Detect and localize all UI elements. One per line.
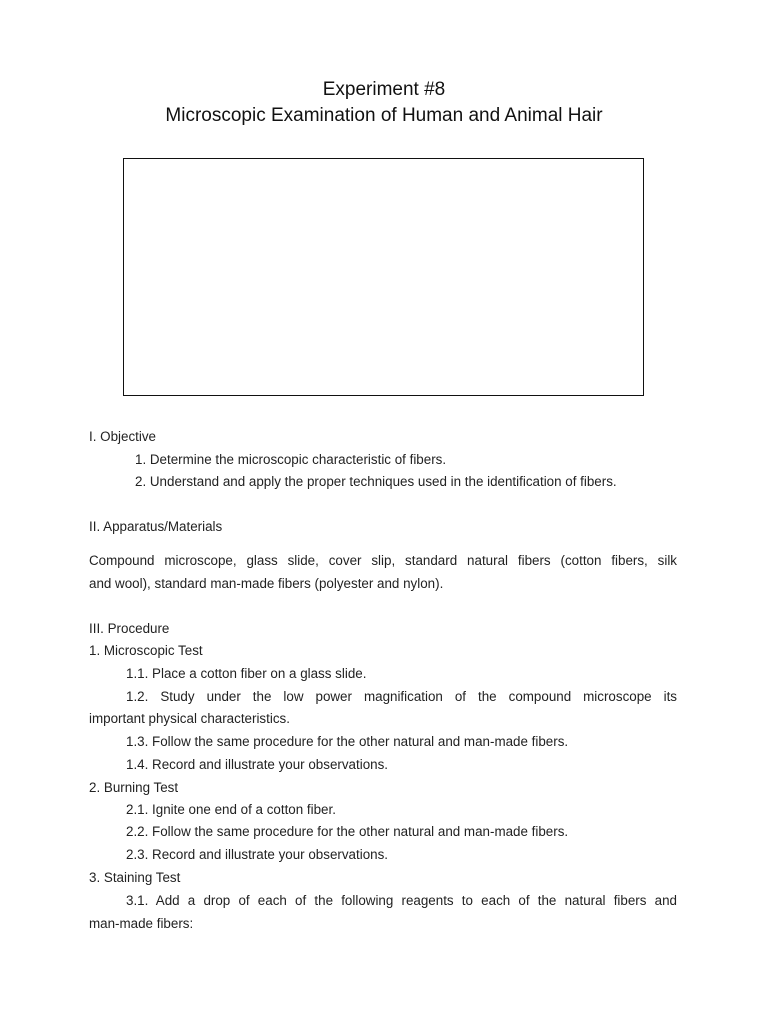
apparatus-text-line-1: Compound microscope, glass slide, cover slip, standard natural fibers (cotton fibers, silk — [89, 553, 677, 568]
page-title: Microscopic Examination of Human and Animal Hair — [165, 105, 603, 126]
staining-step-1-line-2: man-made fibers: — [89, 916, 194, 931]
burning-step-1: 2.1. Ignite one end of a cotton fiber. — [126, 802, 336, 817]
microscopic-step-3: 1.3. Follow the same procedure for the other natural and man-made fibers. — [126, 734, 569, 749]
procedure-heading: III. Procedure — [89, 621, 170, 636]
staining-test-heading: 3. Staining Test — [89, 870, 181, 885]
microscopic-step-2-line-1: 1.2. Study under the low power magnification of the compound microscope its — [126, 689, 677, 704]
objective-item-1: 1. Determine the microscopic characteristic of fibers. — [135, 452, 447, 467]
staining-step-1-line-1: 3.1. Add a drop of each of the following reagents to each of the natural fibers and — [126, 893, 677, 908]
burning-test-heading: 2. Burning Test — [89, 780, 179, 795]
apparatus-text-line-2: and wool), standard man-made fibers (polyester and nylon). — [89, 576, 444, 591]
burning-step-3: 2.3. Record and illustrate your observations. — [126, 847, 389, 862]
microscopic-step-1: 1.1. Place a cotton fiber on a glass slide. — [126, 666, 367, 681]
objective-heading: I. Objective — [89, 429, 156, 444]
microscopic-test-heading: 1. Microscopic Test — [89, 643, 203, 658]
figure-placeholder-box — [123, 158, 644, 396]
apparatus-heading: II. Apparatus/Materials — [89, 519, 223, 534]
experiment-label: Experiment #8 — [322, 79, 446, 100]
objective-item-2: 2. Understand and apply the proper techniques used in the identification of fibers. — [135, 474, 617, 489]
microscopic-step-2-line-2: important physical characteristics. — [89, 711, 290, 726]
burning-step-2: 2.2. Follow the same procedure for the other natural and man-made fibers. — [126, 824, 569, 839]
microscopic-step-4: 1.4. Record and illustrate your observations. — [126, 757, 389, 772]
